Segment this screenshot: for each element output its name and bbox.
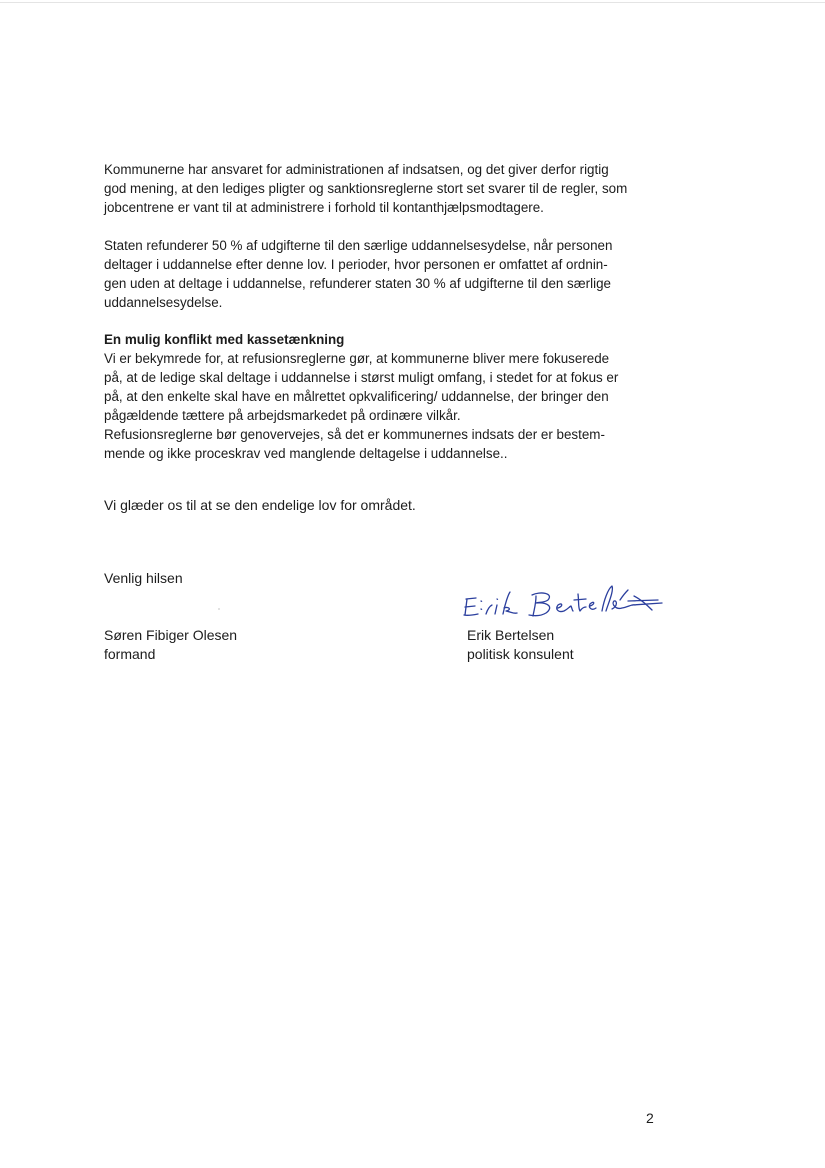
text-line: jobcentrene er vant til at administrere i forhold til kontanthjælpsmodtagere. bbox=[104, 200, 544, 215]
signatory-left bbox=[104, 626, 237, 664]
paragraph-refusion bbox=[104, 236, 664, 312]
text-line: Staten refunderer 50 % af udgifterne til den særlige uddannelsesydelse, når personen bbox=[104, 238, 613, 253]
text-line: deltager i uddannelse efter denne lov. I perioder, hvor personen er omfattet af ordnin- bbox=[104, 257, 608, 272]
text-line: gen uden at deltage i uddannelse, refunderer staten 30 % af udgifterne til den særlige bbox=[104, 276, 611, 291]
paragraph-konflikt bbox=[104, 330, 664, 463]
signature-erik-bertelsen bbox=[462, 578, 672, 628]
text-line: mende og ikke proceskrav ved manglende deltagelse i uddannelse.. bbox=[104, 446, 508, 461]
section-heading: En mulig konflikt med kassetænkning bbox=[104, 332, 345, 347]
text-line: Vi glæder os til at se den endelige lov for området. bbox=[104, 497, 416, 513]
text-line: Refusionsreglerne bør genovervejes, så det er kommunernes indsats der er bestem- bbox=[104, 427, 605, 442]
signatory-name: Erik Bertelsen bbox=[467, 627, 555, 643]
page-number: 2 bbox=[646, 1110, 654, 1126]
text-line: på, at den enkelte skal have en målrettet opkvalificering/ uddannelse, der bringer den bbox=[104, 389, 609, 404]
paragraph-administration bbox=[104, 160, 664, 217]
signatory-title: formand bbox=[104, 646, 156, 662]
text-line: pågældende tættere på arbejdsmarkedet på ordinære vilkår. bbox=[104, 408, 461, 423]
scan-edge-line bbox=[0, 2, 825, 3]
signatory-right bbox=[467, 626, 574, 664]
signatory-title: politisk konsulent bbox=[467, 646, 574, 662]
signatory-name: Søren Fibiger Olesen bbox=[104, 627, 238, 643]
closing-greeting: Venlig hilsen bbox=[104, 570, 183, 586]
paragraph-closing-remark bbox=[104, 496, 664, 515]
text-line: Kommunerne har ansvaret for administrationen af indsatsen, og det giver derfor rigtig bbox=[104, 162, 609, 177]
scan-speck bbox=[218, 608, 220, 610]
text-line: god mening, at den lediges pligter og sanktionsreglerne stort set svarer til de regler, som bbox=[104, 181, 628, 196]
text-line: Vi er bekymrede for, at refusionsreglerne gør, at kommunerne bliver mere fokuserede bbox=[104, 351, 610, 366]
text-line: uddannelsesydelse. bbox=[104, 295, 223, 310]
text-line: på, at de ledige skal deltage i uddannelse i størst muligt omfang, i stedet for at fokus er bbox=[104, 370, 619, 385]
